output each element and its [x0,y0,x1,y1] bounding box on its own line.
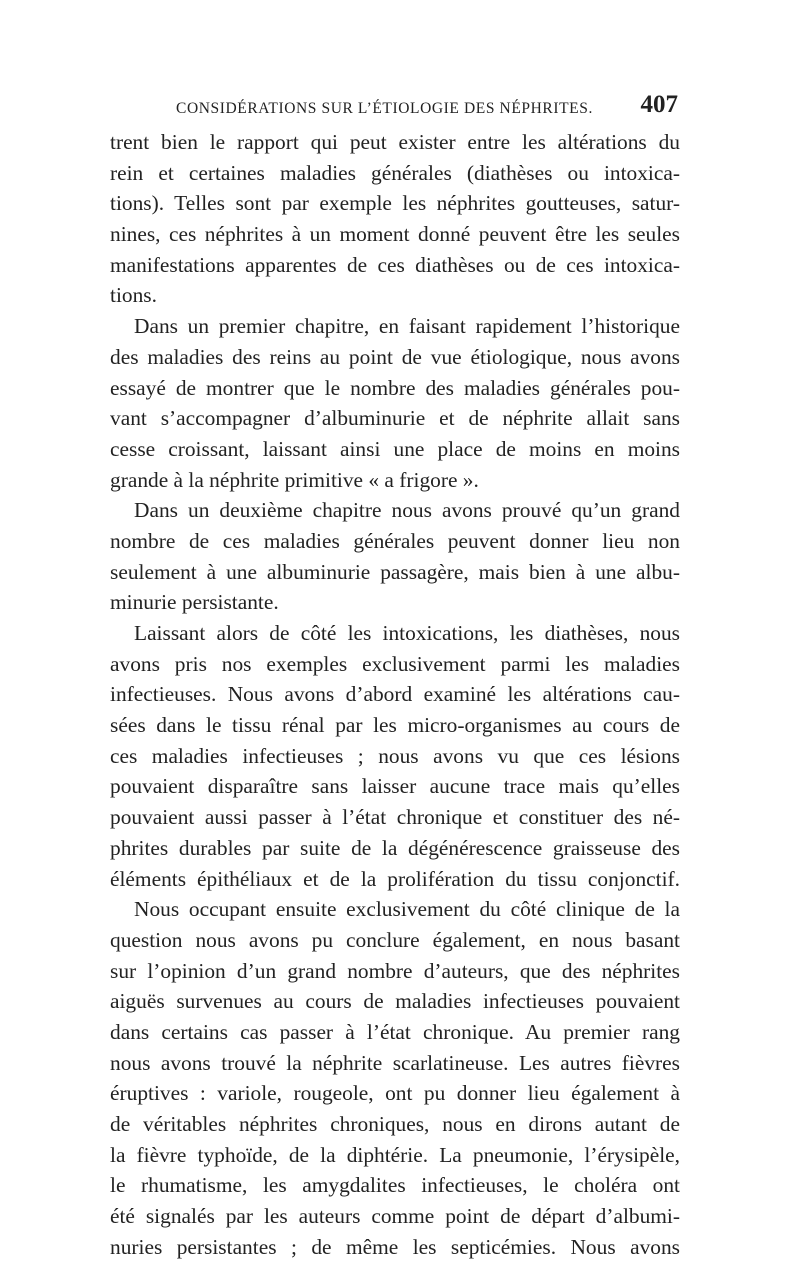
text-line: la fièvre typhoïde, de la diphtérie. La pneumonie, l’érysipèle, [110,1142,680,1167]
body-text [110,127,680,1262]
text-line: phrites durables par suite de la dégénérescence graisseuse des [110,835,680,860]
text-line: nombre de ces maladies générales peuvent donner lieu non [110,528,680,553]
text-line: nuries persistantes ; de même les septicémies. Nous avons [110,1234,680,1259]
text-line: le rhumatisme, les amygdalites infectieuses, le choléra ont [110,1173,680,1198]
text-line: Nous occupant ensuite exclusivement du côté clinique de la [134,897,680,922]
text-line: essayé de montrer que le nombre des maladies générales pou- [110,375,680,400]
text-line: cesse croissant, laissant ainsi une place de moins en moins [110,436,680,461]
text-line: sées dans le tissu rénal par les micro-organismes au cours de [110,713,680,738]
text-line: rein et certaines maladies générales (diathèses ou intoxica- [110,160,680,185]
running-title: CONSIDÉRATIONS SUR L’ÉTIOLOGIE DES NÉPHRITES. [176,100,593,117]
text-line: de véritables néphrites chroniques, nous en dirons autant de [110,1112,680,1136]
text-line: Laissant alors de côté les intoxications, les diathèses, nous [134,621,680,645]
text-line: tions). Telles sont par exemple les néphrites goutteuses, satur- [110,191,680,216]
text-line: minurie persistante. [110,590,279,615]
text-line: ces maladies infectieuses ; nous avons vu que ces lésions [110,743,680,768]
text-line: tions. [110,283,157,308]
text-line: dans certains cas passer à l’état chronique. Au premier rang [110,1019,680,1044]
text-line: nous avons trouvé la néphrite scarlatineuse. Les autres fièvres [110,1050,680,1075]
text-line: avons pris nos exemples exclusivement parmi les maladies [110,651,680,676]
page-number: 407 [640,91,678,118]
text-line: manifestations apparentes de ces diathèses ou de ces intoxica- [110,252,680,277]
text-line: infectieuses. Nous avons d’abord examiné les altérations cau- [110,682,680,707]
text-line: nines, ces néphrites à un moment donné peuvent être les seules [110,222,680,247]
text-line: sur l’opinion d’un grand nombre d’auteurs, que des néphrites [110,958,680,983]
text-line: éruptives : variole, rougeole, ont pu donner lieu également à [110,1081,680,1106]
text-line: vant s’accompagner d’albuminurie et de néphrite allait sans [110,406,680,431]
text-line: pouvaient disparaître sans laisser aucune trace mais qu’elles [110,774,680,799]
text-line: seulement à une albuminurie passagère, mais bien à une albu- [110,559,680,584]
running-header [176,92,692,122]
text-line: pouvaient aussi passer à l’état chronique et constituer des né- [110,805,680,830]
text-line: grande à la néphrite primitive « a frigore ». [110,467,479,492]
text-line: trent bien le rapport qui peut exister entre les altérations du [110,130,680,154]
text-line: des maladies des reins au point de vue étiologique, nous avons [110,344,680,369]
text-line: Dans un premier chapitre, en faisant rapidement l’historique [134,314,680,339]
text-line: été signalés par les auteurs comme point de départ d’albumi- [110,1204,680,1229]
text-line: Dans un deuxième chapitre nous avons prouvé qu’un grand [134,498,680,523]
text-line: éléments épithéliaux et de la prolifération du tissu conjonctif. [110,866,680,891]
text-line: aiguës survenues au cours de maladies infectieuses pouvaient [110,989,680,1014]
text-line: question nous avons pu conclure également, en nous basant [110,927,680,952]
